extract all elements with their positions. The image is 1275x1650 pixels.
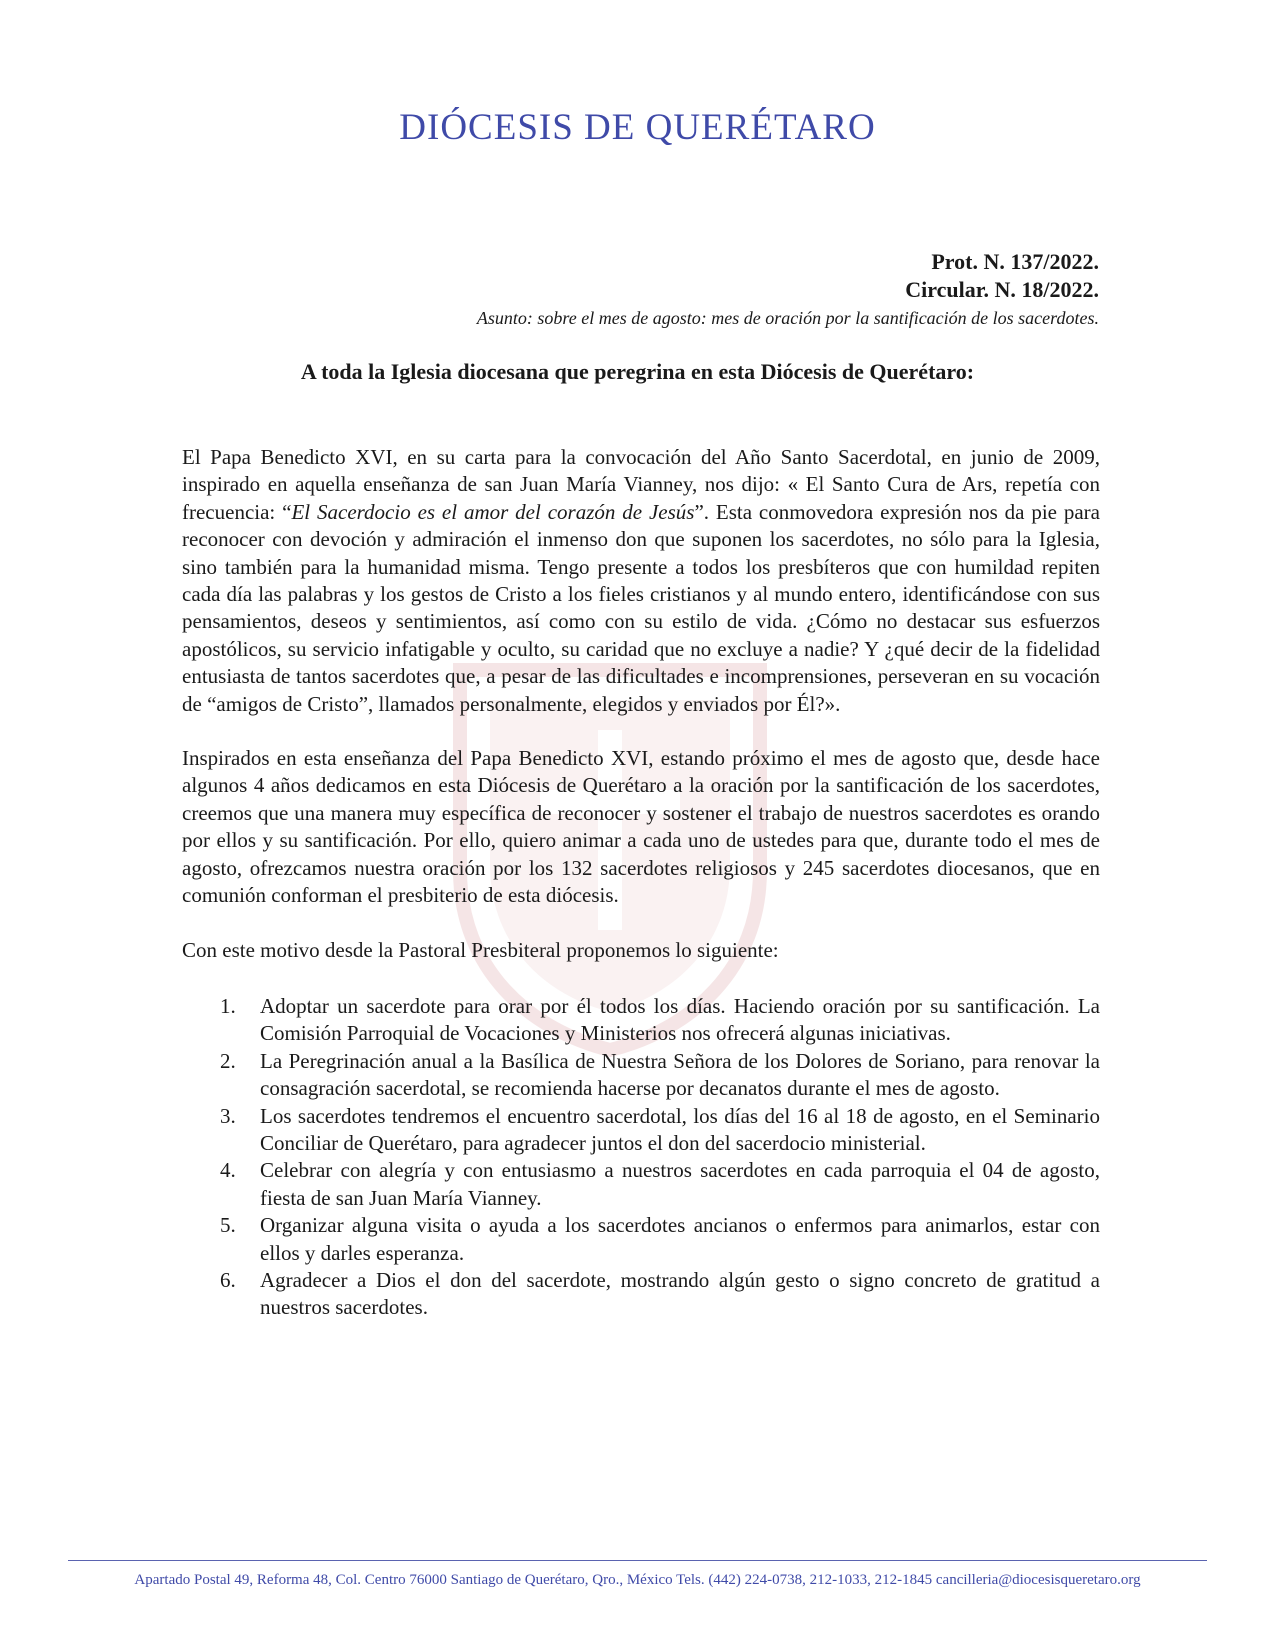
paragraph-1-intro: El Papa Benedicto XVI, en su carta para la convocación del Año Santo Sacerdotal, en junio de 2009, inspirado en aquella enseñanza de san Juan María Vianney, nos dijo: « El Santo Cura de Ars, repetía con frecuencia: “: [182, 445, 1100, 524]
list-item-number: 1.: [220, 993, 236, 1018]
letter-body: [182, 444, 1100, 1322]
circular-number: Circular. N. 18/2022.: [905, 277, 1099, 302]
list-item-number: 6.: [220, 1267, 236, 1292]
list-item: [182, 1157, 1100, 1212]
paragraph-2: Inspirados en esta enseñanza del Papa Benedicto XVI, estando próximo el mes de agosto que, desde hace algunos 4 años dedicamos en esta Diócesis de Querétaro a la oración por la santificación de los sacerdotes, creemos que una manera muy específica de reconocer y sostener el trabajo de nuestros sacerdotes es orando por ellos y su santificación. Por ello, quiero animar a cada uno de ustedes para que, durante todo el mes de agosto, ofrezcamos nuestra oración por los 132 sacerdotes religiosos y 245 sacerdotes diocesanos, que en comunión conforman el presbiterio de esta diócesis.: [182, 746, 1100, 908]
list-item-text: Los sacerdotes tendremos el encuentro sacerdotal, los días del 16 al 18 de agosto, en el Seminario Conciliar de Querétaro, para agradecer juntos el don del sacerdocio ministerial.: [260, 1103, 1100, 1155]
list-item: [182, 1048, 1100, 1103]
paragraph-1-quote: El Sacerdocio es el amor del corazón de Jesús: [291, 499, 695, 524]
paragraph-1: [182, 444, 1100, 718]
list-item: [182, 993, 1100, 1048]
list-item-number: 2.: [220, 1048, 236, 1073]
list-item-number: 3.: [220, 1103, 236, 1128]
footer-divider: [68, 1560, 1207, 1561]
proposals-list: [182, 993, 1100, 1322]
list-item-text: Celebrar con alegría y con entusiasmo a nuestros sacerdotes en cada parroquia el 04 de agosto, fiesta de san Juan María Vianney.: [260, 1158, 1100, 1210]
list-item-text: La Peregrinación anual a la Basílica de Nuestra Señora de los Dolores de Soriano, para renovar la consagración sacerdotal, se recomienda hacerse por decanatos durante el mes de agosto.: [260, 1048, 1100, 1101]
footer-contact: Apartado Postal 49, Reforma 48, Col. Centro 76000 Santiago de Querétaro, Qro., México Tels. (442) 224-0738, 212-1033, 212-1845 cancilleria@diocesisqueretaro.org: [134, 1572, 1141, 1588]
list-item-text: Organizar alguna visita o ayuda a los sacerdotes ancianos o enfermos para animarlos, estar con ellos y darles esperanza.: [260, 1213, 1100, 1265]
paragraph-1-rest: ”. Esta conmovedora expresión nos da pie para reconocer con devoción y admiración el inmenso don que suponen los sacerdotes, no sólo para la Iglesia, sino también para la humanidad misma. Tengo presente a todos los presbíteros que con humildad repiten cada día las palabras y los gestos de Cristo a los fieles cristianos y al mundo entero, identificándose con sus pensamientos, deseos y sentimientos, así como con su estilo de vida. ¿Cómo no destacar sus esfuerzos apostólicos, su servicio infatigable y oculto, su caridad que no excluye a nadie? Y ¿qué decir de la fidelidad entusiasta de tantos sacerdotes que, a pesar de las dificultades e incomprensiones, perseveran en su vocación de “amigos de Cristo”, llamados personalmente, elegidos y enviados por Él?».: [182, 499, 1100, 716]
page-title: DIÓCESIS DE QUERÉTARO: [399, 107, 876, 148]
paragraph-3: Con este motivo desde la Pastoral Presbiteral proponemos lo siguiente:: [182, 937, 779, 962]
document-references: [477, 248, 1099, 332]
list-item: [182, 1103, 1100, 1158]
list-item-text: Agradecer a Dios el don del sacerdote, mostrando algún gesto o signo concreto de gratitud a nuestros sacerdotes.: [260, 1267, 1100, 1320]
list-item: [182, 1267, 1100, 1322]
salutation: A toda la Iglesia diocesana que peregrina en esta Diócesis de Querétaro:: [300, 359, 975, 384]
protocol-number: Prot. N. 137/2022.: [931, 249, 1099, 274]
list-item-text: Adoptar un sacerdote para orar por él todos los días. Haciendo oración por su santificación. La Comisión Parroquial de Vocaciones y Ministerios nos ofrecerá algunas iniciativas.: [260, 993, 1100, 1046]
list-item-number: 4.: [220, 1158, 236, 1183]
subject-line: Asunto: sobre el mes de agosto: mes de oración por la santificación de los sacerdotes.: [476, 308, 1099, 328]
list-item-number: 5.: [220, 1213, 236, 1238]
list-item: [182, 1212, 1100, 1267]
